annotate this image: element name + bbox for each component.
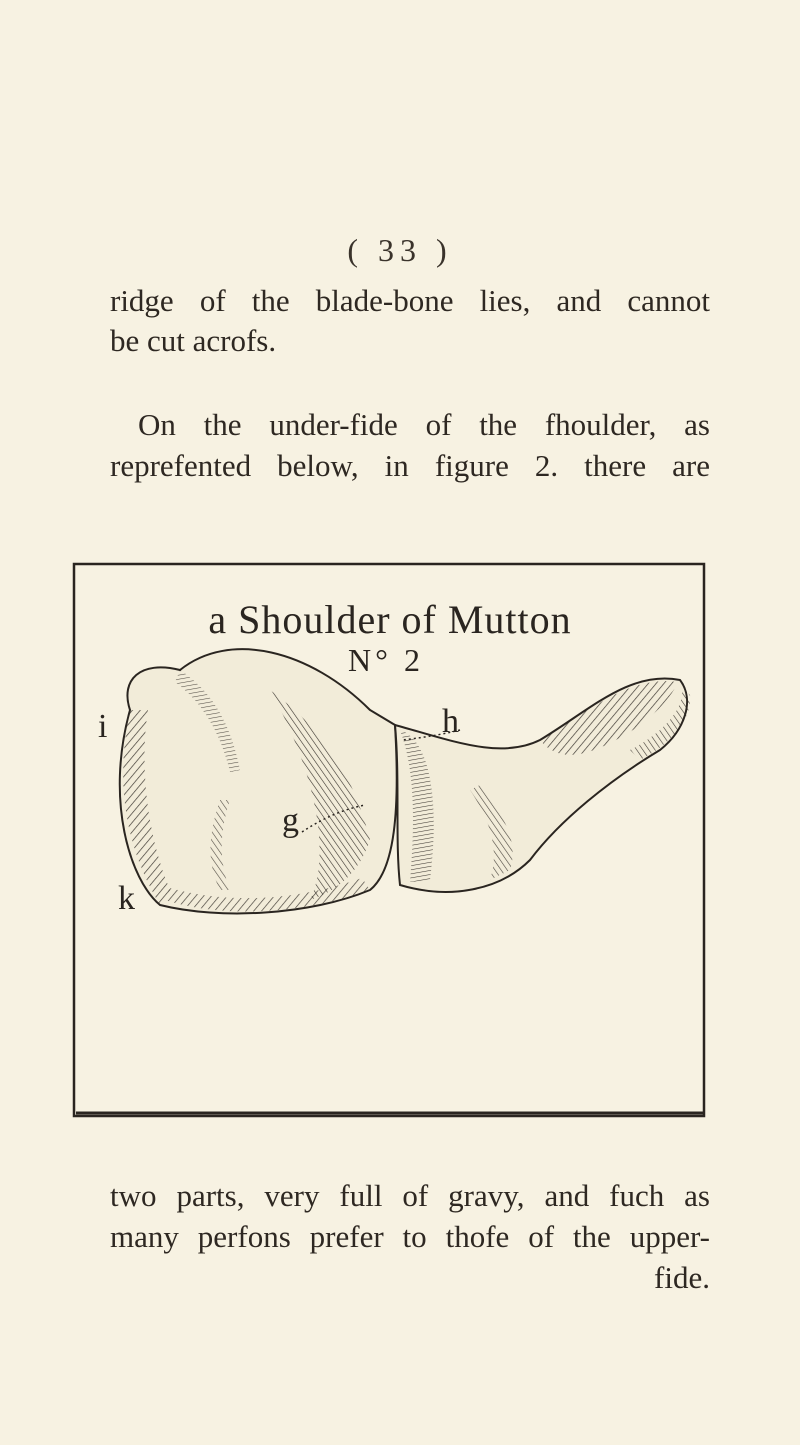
text-line-4: reprefented below, in figure 2. there are: [110, 448, 710, 483]
plate-number: N° 2: [348, 642, 424, 678]
figure-label-k: k: [118, 880, 135, 917]
text-line-3: On the under-fide of the fhoulder, as: [138, 407, 710, 442]
figure-label-i: i: [98, 708, 108, 745]
text-line-6: many perfons prefer to thofe of the upper-: [110, 1219, 710, 1254]
text-line-5: two parts, very full of gravy, and fuch as: [110, 1178, 710, 1213]
figure-label-h: h: [442, 703, 459, 740]
text-line-1: ridge of the blade-bone lies, and cannot: [110, 283, 710, 318]
plate-title: a Shoulder of Mutton: [208, 597, 572, 642]
page-number: ( 33 ): [347, 232, 453, 268]
illustration-figure: [70, 560, 710, 1128]
text-line-2: be cut acrofs.: [110, 323, 277, 358]
figure-label-g: g: [282, 802, 299, 839]
text-line-7: fide.: [654, 1260, 710, 1295]
